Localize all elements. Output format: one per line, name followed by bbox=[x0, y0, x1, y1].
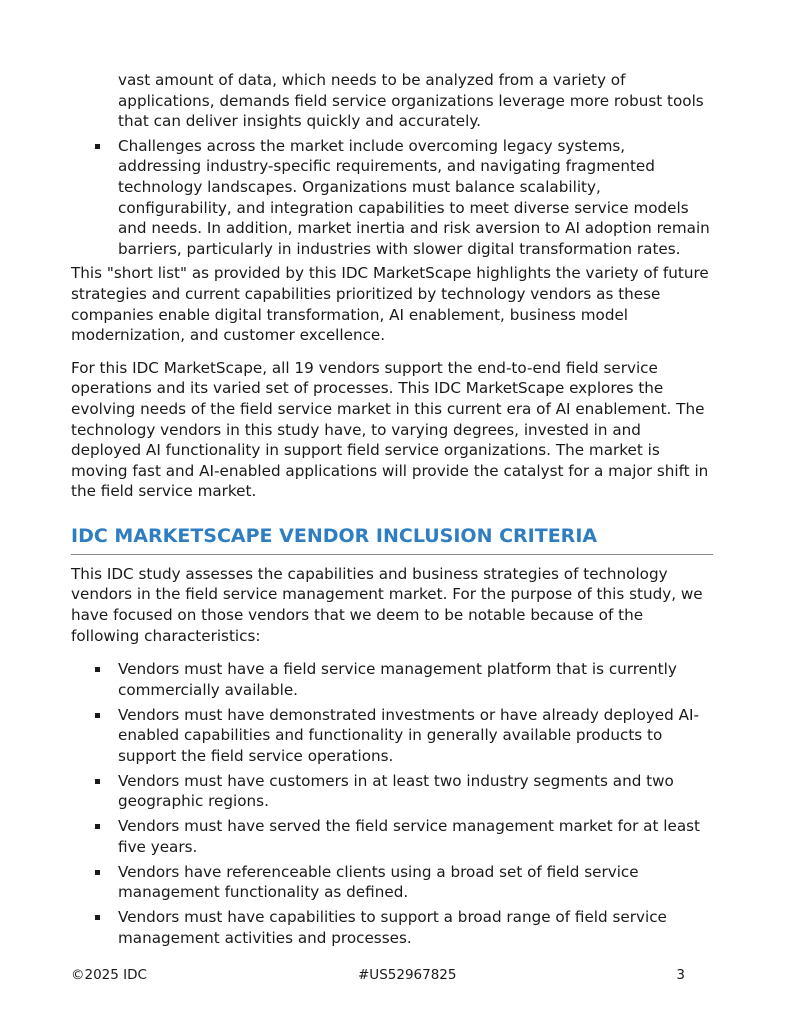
list-item bbox=[71, 705, 713, 767]
list-item bbox=[71, 136, 713, 260]
challenges-list bbox=[71, 136, 713, 260]
list-item-text: Challenges across the market include overcoming legacy systems, addressing industry-specific requirements, and navigating fragmented technology landscapes. Organizations must balance scalability, configurability, and integration capabilities to meet diverse service models and needs. In addition, market inertia and risk aversion to AI adoption remain barriers, particularly in industries with slower digital transformation rates. bbox=[118, 136, 710, 258]
list-item bbox=[71, 907, 713, 948]
criteria-list bbox=[71, 659, 713, 948]
square-bullet-icon bbox=[95, 144, 100, 149]
list-item-text: Vendors must have served the field service management market for at least five years. bbox=[118, 817, 701, 856]
list-item-text: Vendors must have demonstrated investments or have already deployed AI-enabled capabilities and functionality in generally available products to support the field service operations. bbox=[118, 705, 699, 765]
section-heading: IDC MARKETSCAPE VENDOR INCLUSION CRITERIA bbox=[71, 524, 713, 555]
square-bullet-icon bbox=[95, 779, 100, 784]
list-item-text: Vendors must have a field service management platform that is currently commercially available. bbox=[118, 660, 677, 699]
list-item bbox=[71, 816, 713, 857]
list-item-text: Vendors must have customers in at least two industry segments and two geographic regions. bbox=[118, 771, 674, 811]
footer-doc-id: #US52967825 bbox=[358, 967, 457, 983]
document-page bbox=[71, 70, 713, 953]
paragraph-short-list: This "short list" as provided by this IDC MarketScape highlights the variety of future strategies and current capabilities prioritized by technology vendors as these companies enable digital transformation, AI enablement, business model modernization, and customer excellence. bbox=[71, 264, 709, 345]
list-item-text: Vendors have referenceable clients using a broad set of field service management functionality as defined. bbox=[118, 862, 639, 902]
square-bullet-icon bbox=[95, 870, 100, 875]
list-item bbox=[71, 659, 713, 700]
square-bullet-icon bbox=[95, 915, 100, 920]
footer-page-number: 3 bbox=[676, 967, 685, 983]
continuation-text: vast amount of data, which needs to be analyzed from a variety of applications, demands field service organizations leverage more robust tools that can deliver insights quickly and accurately. bbox=[118, 71, 704, 131]
paragraph-vendors: For this IDC MarketScape, all 19 vendors support the end-to-end field service operations and its varied set of processes. This IDC MarketScape explores the evolving needs of the field service market in this current era of AI enablement. The technology vendors in this study have, to varying degrees, invested in and deployed AI functionality in support field service organizations. The market is moving fast and AI-enabled applications will provide the catalyst for a major shift in the field service market. bbox=[71, 358, 709, 501]
square-bullet-icon bbox=[95, 713, 100, 718]
square-bullet-icon bbox=[95, 667, 100, 672]
square-bullet-icon bbox=[95, 824, 100, 829]
list-item bbox=[71, 862, 713, 903]
footer-copyright: ©2025 IDC bbox=[71, 967, 147, 983]
list-item-text: Vendors must have capabilities to support a broad range of field service management activities and processes. bbox=[118, 908, 667, 947]
section-intro: This IDC study assesses the capabilities and business strategies of technology vendors in the field service management market. For the purpose of this study, we have focused on those vendors that we deem to be notable because of the following characteristics: bbox=[71, 564, 703, 645]
list-item bbox=[71, 771, 713, 812]
